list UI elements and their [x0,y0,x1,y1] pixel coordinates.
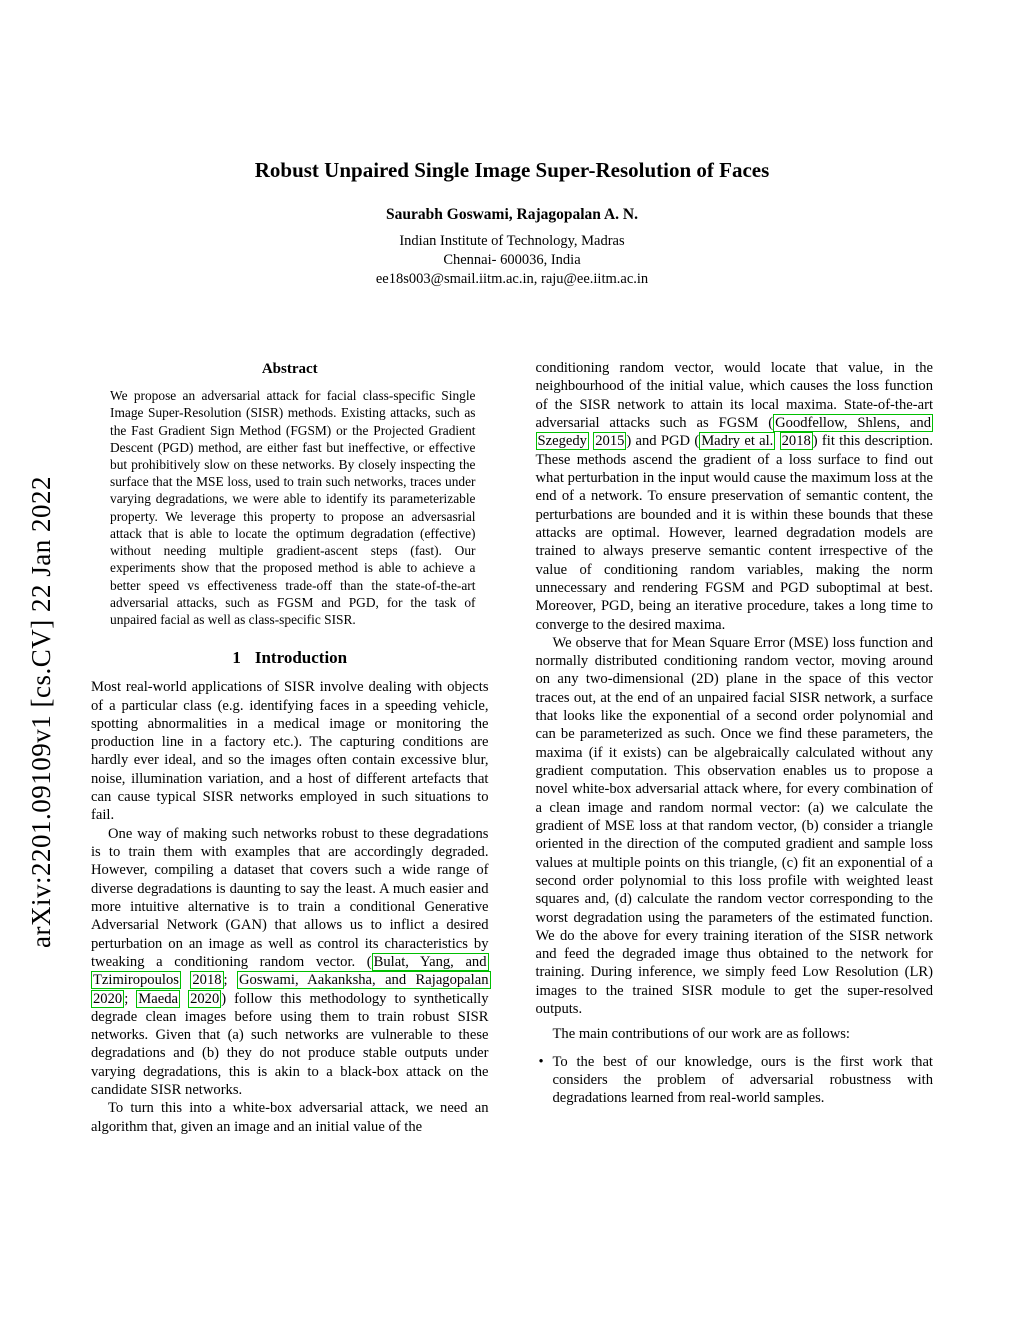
right-paragraph-2: We observe that for Mean Square Error (MSE) loss function and normally distributed conditioning random vector, moving around on any two-dimensional (2D) plane in the space of this vector traces out, at the end of an unpaired facial SISR network, a surface that looks like the exponential of a second order polynomial and can be parameterized as such. Once we find these parameters, the maxima (if it exists) can be algebraically calculated without any gradient computation. This observation enables us to propose a novel white-box adversarial attack where, for every combination of a clean image and random normal vector: (a) we calculate the gradient of MSE loss at that random vector, (b) consider a triangle oriented in the direction of the computed gradient and sample loss values at multiple points on this triangle, (c) fit an exponential of a second order polynomial to this loss profile with weighted least squares and, (d) calculate the random vector corresponding to the worst degradation using the parameters of the estimated function. We do the above for every training iteration of the SISR network and feed the degraded image thus obtained to the network for training. During inference, we simply feed Low Resolution (LR) images to the trained SISR module to get the super-resolved outputs. [535,634,933,1018]
right-paragraph-1 [536,359,934,634]
abstract-text: We propose an adversarial attack for facial class-specific Single Image Super-Resolution (SISR) methods. Existing attacks, such as the Fast Gradient Sign Method (FGSM) or the Projected Gradient Descent (PGD) method, are either fast but ineffective, or effective but prohibitively slow on these networks. By closely inspecting the surface that the MSE loss, used to train such networks, traces under varying degradations, we were able to identify its parameterizable property. We leverage this property to propose an adversasrial attack that is able to locate the optimum degradation (effective) without needing multiple gradient-ascent steps (fast). Our experiments show that the proposed method is able to achieve a better speed vs effectiveness trade-off than the state-of-the-art adversarial attacks, such as FGSM and PGD, for the task of unpaired facial as well as class-specific SISR. [110,388,476,627]
abstract-section [91,361,489,628]
arxiv-watermark: arXiv:2201.09109v1 [cs.CV] 22 Jan 2022 [26,476,56,948]
citation-link-goodfellow-shlens-szegedy[interactable]: Goodfellow, Shlens, and Szegedy [537,415,931,450]
bullet-icon: • [538,1053,544,1070]
citation-link-goswami-aakanksha-rajagopalan[interactable]: Goswami, Aakanksha, and Rajagopalan [239,972,489,989]
contribution-list-item [536,1053,934,1108]
authors-line: Saurabh Goswami, Rajagopalan A. N. [386,206,638,224]
abstract-heading: Abstract [261,361,318,378]
citation-link-madry-et-al[interactable]: Madry et al. [701,433,774,450]
paragraph-text: One way of making such networks robust to these degradations is to train them with examples that are accordingly degraded. However, compiling a dataset that covers such a wide range of diverse degradations is daunting to say the least. A much easier and more intuitive alternative is to train a conditional Generative Adversarial Network (GAN) that allows us to inflict a desired perturbation on an image as well as control its characteristics by tweaking a conditioning random vector. ( [91,825,489,970]
intro-paragraph-2 [91,825,489,1100]
citation-separator: ; [124,990,137,1007]
citation-link-maeda[interactable]: Maeda [138,990,179,1007]
citation-year-link-2020[interactable]: 2020 [93,990,123,1007]
citation-year-link-2020[interactable]: 2020 [190,990,220,1007]
citation-separator: ; [223,972,237,989]
citation-year-link-2018[interactable]: 2018 [192,972,222,989]
section-number: 1 [232,648,241,668]
email-line: ee18s003@smail.iitm.ac.in, raju@ee.iitm.ac.in [375,271,649,288]
paper-header [0,0,1024,289]
citation-link-bulat-yang-tzimiropoulos[interactable]: Bulat, Yang, and Tzimiropoulos [93,953,487,989]
affiliation-block [0,232,1024,289]
contribution-text: To the best of our knowledge, ours is the first work that considers the problem of adversarial robustness with degradations learned from real-world samples. [552,1053,933,1107]
section-1-heading [91,648,489,668]
affiliation-line-1: Indian Institute of Technology, Madras [399,233,625,250]
paragraph-text: conditioning random vector, would locate that value, in the neighbourhood of the initial value, which causes the loss function of the SISR network to attain its local maxima. State-of-the-art adversarial attacks such as FGSM ( [535,360,933,432]
intro-paragraph-1: Most real-world applications of SISR involve dealing with objects of a particular class (e.g. identifying faces in a speeding vehicle, spotting abnormalities in a medical image or monitoring the production line in a factory etc.). The capturing conditions are hardly ever ideal, and so the images often contain excessive blur, noise, illumination variation, and a host of different artefacts that can cause typical SISR networks employed in such situations to fail. [91,679,489,824]
paragraph-text: ) follow this methodology to synthetically degrade clean images before using them to train robust SISR networks. Given that (a) such networks are vulnerable to these degradations and (b) they do not produce stable outputs under varying degradations, this is akin to a black-box attack on the candidate SISR networks. [91,990,489,1099]
citation-year-link-2018[interactable]: 2018 [781,433,811,450]
paper-title: Robust Unpaired Single Image Super-Resolution of Faces [254,158,770,182]
contributions-intro: The main contributions of our work are as follows: [552,1026,850,1043]
section-title: Introduction [254,648,348,668]
right-column [536,359,934,1108]
citation-year-link-2015[interactable]: 2015 [595,433,625,450]
affiliation-line-2: Chennai- 600036, India [443,252,581,269]
two-column-body [91,359,933,1136]
paragraph-text: ) and PGD ( [626,433,700,450]
left-column [91,359,489,1136]
paragraph-text: ) fit this description. These methods ascend the gradient of a loss surface to find out what perturbation in the input would cause the maximum loss at the end of a network. To ensure preservation of semantic content, the perturbations are bounded and it is within these bounds that these attacks are optimal. However, learned degradation models are trained to always preserve semantic content irrespective of the value of conditioning random variables, making the norm unnecessary and rendering FGSM and PGD suboptimal at best. Moreover, PGD, being an iterative procedure, takes a long time to converge to the desired maxima. [535,433,933,633]
intro-paragraph-3: To turn this into a white-box adversarial attack, we need an algorithm that, given an image and an initial value of the [91,1100,489,1135]
